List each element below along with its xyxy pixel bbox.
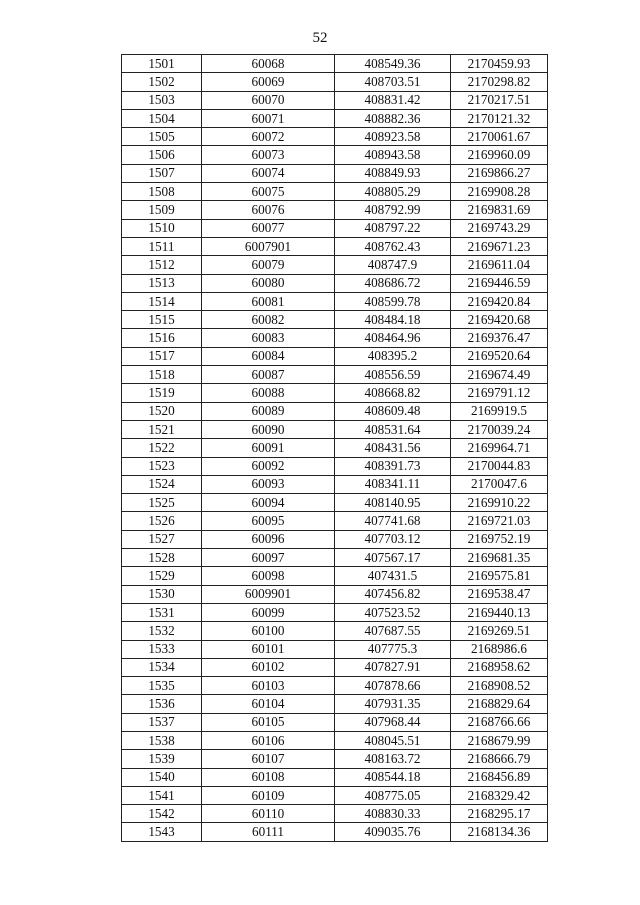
- y-coordinate-cell: 2169721.03: [451, 512, 548, 530]
- y-coordinate-cell: 2168456.89: [451, 768, 548, 786]
- point-id-cell: 60079: [202, 256, 335, 274]
- x-coordinate-cell: 407827.91: [335, 658, 451, 676]
- point-id-cell: 60108: [202, 768, 335, 786]
- x-coordinate-cell: 408431.56: [335, 439, 451, 457]
- table-row: [122, 366, 548, 384]
- y-coordinate-cell: 2169538.47: [451, 585, 548, 603]
- row-number-cell: 1541: [122, 786, 202, 804]
- row-number-cell: 1512: [122, 256, 202, 274]
- x-coordinate-cell: 408830.33: [335, 805, 451, 823]
- point-id-cell: 6007901: [202, 237, 335, 255]
- y-coordinate-cell: 2169960.09: [451, 146, 548, 164]
- y-coordinate-cell: 2169791.12: [451, 384, 548, 402]
- row-number-cell: 1502: [122, 73, 202, 91]
- row-number-cell: 1543: [122, 823, 202, 841]
- table-row: [122, 292, 548, 310]
- point-id-cell: 60101: [202, 640, 335, 658]
- row-number-cell: 1521: [122, 420, 202, 438]
- point-id-cell: 60098: [202, 567, 335, 585]
- x-coordinate-cell: 408668.82: [335, 384, 451, 402]
- y-coordinate-cell: 2169964.71: [451, 439, 548, 457]
- table-row: [122, 237, 548, 255]
- x-coordinate-cell: 408045.51: [335, 731, 451, 749]
- row-number-cell: 1503: [122, 91, 202, 109]
- row-number-cell: 1537: [122, 713, 202, 731]
- point-id-cell: 60083: [202, 329, 335, 347]
- row-number-cell: 1533: [122, 640, 202, 658]
- table-row: [122, 457, 548, 475]
- row-number-cell: 1508: [122, 183, 202, 201]
- point-id-cell: 60111: [202, 823, 335, 841]
- y-coordinate-cell: 2169752.19: [451, 530, 548, 548]
- x-coordinate-cell: 408797.22: [335, 219, 451, 237]
- y-coordinate-cell: 2170298.82: [451, 73, 548, 91]
- row-number-cell: 1542: [122, 805, 202, 823]
- y-coordinate-cell: 2169520.64: [451, 347, 548, 365]
- table-row: [122, 768, 548, 786]
- x-coordinate-cell: 408395.2: [335, 347, 451, 365]
- y-coordinate-cell: 2168295.17: [451, 805, 548, 823]
- row-number-cell: 1511: [122, 237, 202, 255]
- row-number-cell: 1501: [122, 55, 202, 73]
- point-id-cell: 60096: [202, 530, 335, 548]
- x-coordinate-cell: 408556.59: [335, 366, 451, 384]
- table-row: [122, 219, 548, 237]
- row-number-cell: 1536: [122, 695, 202, 713]
- y-coordinate-cell: 2168908.52: [451, 677, 548, 695]
- table-row: [122, 677, 548, 695]
- point-id-cell: 60102: [202, 658, 335, 676]
- x-coordinate-cell: 408792.99: [335, 201, 451, 219]
- x-coordinate-cell: 408163.72: [335, 750, 451, 768]
- table-row: [122, 494, 548, 512]
- y-coordinate-cell: 2169446.59: [451, 274, 548, 292]
- table-row: [122, 201, 548, 219]
- coordinates-table: [121, 54, 548, 842]
- row-number-cell: 1529: [122, 567, 202, 585]
- table-row: [122, 329, 548, 347]
- point-id-cell: 60100: [202, 622, 335, 640]
- table-row: [122, 164, 548, 182]
- table-row: [122, 658, 548, 676]
- point-id-cell: 60092: [202, 457, 335, 475]
- x-coordinate-cell: 407523.52: [335, 603, 451, 621]
- y-coordinate-cell: 2169919.5: [451, 402, 548, 420]
- point-id-cell: 60103: [202, 677, 335, 695]
- row-number-cell: 1526: [122, 512, 202, 530]
- point-id-cell: 60081: [202, 292, 335, 310]
- table-row: [122, 603, 548, 621]
- table-row: [122, 823, 548, 841]
- row-number-cell: 1527: [122, 530, 202, 548]
- y-coordinate-cell: 2170039.24: [451, 420, 548, 438]
- row-number-cell: 1534: [122, 658, 202, 676]
- x-coordinate-cell: 408849.93: [335, 164, 451, 182]
- table-row: [122, 475, 548, 493]
- y-coordinate-cell: 2169575.81: [451, 567, 548, 585]
- x-coordinate-cell: 408686.72: [335, 274, 451, 292]
- row-number-cell: 1531: [122, 603, 202, 621]
- table-row: [122, 567, 548, 585]
- point-id-cell: 60087: [202, 366, 335, 384]
- point-id-cell: 60090: [202, 420, 335, 438]
- y-coordinate-cell: 2169420.84: [451, 292, 548, 310]
- row-number-cell: 1506: [122, 146, 202, 164]
- row-number-cell: 1517: [122, 347, 202, 365]
- x-coordinate-cell: 409035.76: [335, 823, 451, 841]
- x-coordinate-cell: 408805.29: [335, 183, 451, 201]
- row-number-cell: 1510: [122, 219, 202, 237]
- row-number-cell: 1505: [122, 128, 202, 146]
- x-coordinate-cell: 407878.66: [335, 677, 451, 695]
- point-id-cell: 60082: [202, 311, 335, 329]
- point-id-cell: 60107: [202, 750, 335, 768]
- x-coordinate-cell: 407456.82: [335, 585, 451, 603]
- y-coordinate-cell: 2170459.93: [451, 55, 548, 73]
- x-coordinate-cell: 408609.48: [335, 402, 451, 420]
- point-id-cell: 60071: [202, 109, 335, 127]
- point-id-cell: 60073: [202, 146, 335, 164]
- y-coordinate-cell: 2169269.51: [451, 622, 548, 640]
- point-id-cell: 60074: [202, 164, 335, 182]
- table-row: [122, 786, 548, 804]
- row-number-cell: 1509: [122, 201, 202, 219]
- row-number-cell: 1540: [122, 768, 202, 786]
- row-number-cell: 1522: [122, 439, 202, 457]
- point-id-cell: 60105: [202, 713, 335, 731]
- y-coordinate-cell: 2168986.6: [451, 640, 548, 658]
- y-coordinate-cell: 2170121.32: [451, 109, 548, 127]
- table-row: [122, 146, 548, 164]
- x-coordinate-cell: 407567.17: [335, 549, 451, 567]
- x-coordinate-cell: 407687.55: [335, 622, 451, 640]
- row-number-cell: 1513: [122, 274, 202, 292]
- row-number-cell: 1516: [122, 329, 202, 347]
- y-coordinate-cell: 2168679.99: [451, 731, 548, 749]
- row-number-cell: 1528: [122, 549, 202, 567]
- row-number-cell: 1507: [122, 164, 202, 182]
- x-coordinate-cell: 407775.3: [335, 640, 451, 658]
- table-row: [122, 55, 548, 73]
- y-coordinate-cell: 2169376.47: [451, 329, 548, 347]
- point-id-cell: 60070: [202, 91, 335, 109]
- x-coordinate-cell: 408599.78: [335, 292, 451, 310]
- row-number-cell: 1525: [122, 494, 202, 512]
- point-id-cell: 60069: [202, 73, 335, 91]
- x-coordinate-cell: 407431.5: [335, 567, 451, 585]
- point-id-cell: 60072: [202, 128, 335, 146]
- row-number-cell: 1504: [122, 109, 202, 127]
- y-coordinate-cell: 2169910.22: [451, 494, 548, 512]
- row-number-cell: 1524: [122, 475, 202, 493]
- table-row: [122, 402, 548, 420]
- point-id-cell: 60095: [202, 512, 335, 530]
- point-id-cell: 60068: [202, 55, 335, 73]
- row-number-cell: 1532: [122, 622, 202, 640]
- y-coordinate-cell: 2168666.79: [451, 750, 548, 768]
- table-body: [122, 55, 548, 842]
- x-coordinate-cell: 408341.11: [335, 475, 451, 493]
- x-coordinate-cell: 408762.43: [335, 237, 451, 255]
- y-coordinate-cell: 2168766.66: [451, 713, 548, 731]
- x-coordinate-cell: 408531.64: [335, 420, 451, 438]
- point-id-cell: 60109: [202, 786, 335, 804]
- point-id-cell: 60075: [202, 183, 335, 201]
- x-coordinate-cell: 408544.18: [335, 768, 451, 786]
- y-coordinate-cell: 2169611.04: [451, 256, 548, 274]
- row-number-cell: 1530: [122, 585, 202, 603]
- table-row: [122, 384, 548, 402]
- y-coordinate-cell: 2169674.49: [451, 366, 548, 384]
- table-row: [122, 128, 548, 146]
- point-id-cell: 60076: [202, 201, 335, 219]
- table-row: [122, 750, 548, 768]
- y-coordinate-cell: 2169743.29: [451, 219, 548, 237]
- point-id-cell: 60097: [202, 549, 335, 567]
- point-id-cell: 60091: [202, 439, 335, 457]
- y-coordinate-cell: 2168958.62: [451, 658, 548, 676]
- y-coordinate-cell: 2169440.13: [451, 603, 548, 621]
- x-coordinate-cell: 407931.35: [335, 695, 451, 713]
- y-coordinate-cell: 2169831.69: [451, 201, 548, 219]
- x-coordinate-cell: 408140.95: [335, 494, 451, 512]
- point-id-cell: 60077: [202, 219, 335, 237]
- point-id-cell: 60094: [202, 494, 335, 512]
- y-coordinate-cell: 2170217.51: [451, 91, 548, 109]
- point-id-cell: 60080: [202, 274, 335, 292]
- table-row: [122, 420, 548, 438]
- row-number-cell: 1539: [122, 750, 202, 768]
- x-coordinate-cell: 408943.58: [335, 146, 451, 164]
- table-row: [122, 695, 548, 713]
- x-coordinate-cell: 407741.68: [335, 512, 451, 530]
- x-coordinate-cell: 408775.05: [335, 786, 451, 804]
- y-coordinate-cell: 2169671.23: [451, 237, 548, 255]
- x-coordinate-cell: 408703.51: [335, 73, 451, 91]
- y-coordinate-cell: 2169420.68: [451, 311, 548, 329]
- table-row: [122, 585, 548, 603]
- table-row: [122, 73, 548, 91]
- y-coordinate-cell: 2168329.42: [451, 786, 548, 804]
- table-row: [122, 439, 548, 457]
- row-number-cell: 1535: [122, 677, 202, 695]
- y-coordinate-cell: 2170061.67: [451, 128, 548, 146]
- row-number-cell: 1520: [122, 402, 202, 420]
- x-coordinate-cell: 408923.58: [335, 128, 451, 146]
- point-id-cell: 6009901: [202, 585, 335, 603]
- table-row: [122, 512, 548, 530]
- x-coordinate-cell: 408831.42: [335, 91, 451, 109]
- x-coordinate-cell: 408391.73: [335, 457, 451, 475]
- table-row: [122, 640, 548, 658]
- row-number-cell: 1518: [122, 366, 202, 384]
- y-coordinate-cell: 2170044.83: [451, 457, 548, 475]
- point-id-cell: 60099: [202, 603, 335, 621]
- table-row: [122, 91, 548, 109]
- point-id-cell: 60104: [202, 695, 335, 713]
- point-id-cell: 60084: [202, 347, 335, 365]
- table-row: [122, 183, 548, 201]
- point-id-cell: 60106: [202, 731, 335, 749]
- table-row: [122, 274, 548, 292]
- table-row: [122, 805, 548, 823]
- table-row: [122, 256, 548, 274]
- x-coordinate-cell: 407703.12: [335, 530, 451, 548]
- x-coordinate-cell: 407968.44: [335, 713, 451, 731]
- table-row: [122, 622, 548, 640]
- x-coordinate-cell: 408484.18: [335, 311, 451, 329]
- row-number-cell: 1514: [122, 292, 202, 310]
- point-id-cell: 60089: [202, 402, 335, 420]
- y-coordinate-cell: 2169908.28: [451, 183, 548, 201]
- y-coordinate-cell: 2168829.64: [451, 695, 548, 713]
- table-row: [122, 311, 548, 329]
- table-row: [122, 347, 548, 365]
- table-row: [122, 109, 548, 127]
- row-number-cell: 1515: [122, 311, 202, 329]
- x-coordinate-cell: 408882.36: [335, 109, 451, 127]
- row-number-cell: 1523: [122, 457, 202, 475]
- x-coordinate-cell: 408549.36: [335, 55, 451, 73]
- table-row: [122, 549, 548, 567]
- point-id-cell: 60093: [202, 475, 335, 493]
- table-row: [122, 713, 548, 731]
- point-id-cell: 60110: [202, 805, 335, 823]
- y-coordinate-cell: 2169681.35: [451, 549, 548, 567]
- row-number-cell: 1519: [122, 384, 202, 402]
- table-row: [122, 530, 548, 548]
- x-coordinate-cell: 408747.9: [335, 256, 451, 274]
- y-coordinate-cell: 2168134.36: [451, 823, 548, 841]
- row-number-cell: 1538: [122, 731, 202, 749]
- x-coordinate-cell: 408464.96: [335, 329, 451, 347]
- y-coordinate-cell: 2169866.27: [451, 164, 548, 182]
- table-row: [122, 731, 548, 749]
- point-id-cell: 60088: [202, 384, 335, 402]
- page-number: 52: [312, 30, 328, 46]
- y-coordinate-cell: 2170047.6: [451, 475, 548, 493]
